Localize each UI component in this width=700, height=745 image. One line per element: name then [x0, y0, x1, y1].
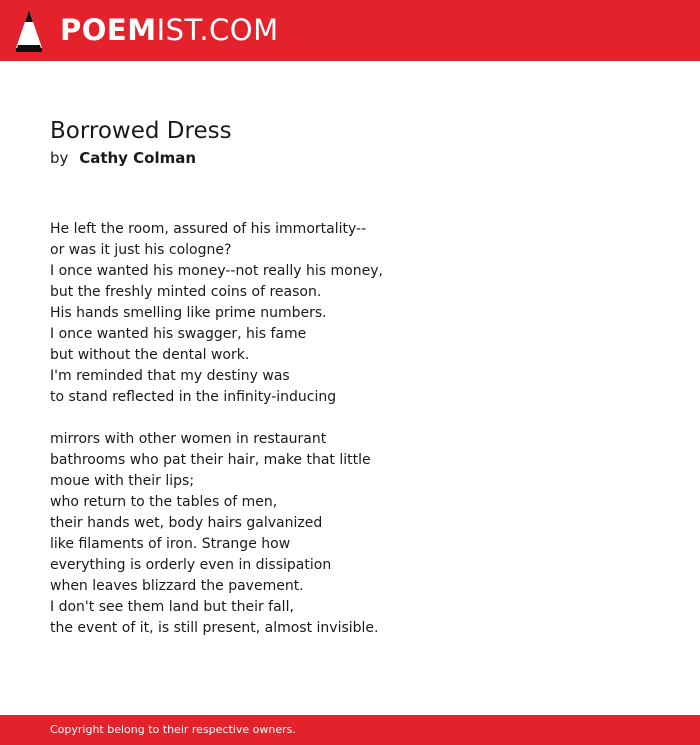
poem-body	[50, 219, 650, 660]
byline	[50, 148, 650, 168]
author-link[interactable]: Cathy Colman	[79, 149, 197, 167]
poem-line: I don't see them land but their fall,	[50, 599, 294, 615]
poem-line: His hands smelling like prime numbers.	[50, 305, 327, 321]
poem-line: or was it just his cologne?	[50, 242, 232, 258]
poem-line: who return to the tables of men,	[50, 494, 278, 510]
poem-line: the event of it, is still present, almost invisible.	[50, 620, 379, 636]
pencil-tip-icon	[14, 9, 44, 53]
poem-header	[50, 116, 650, 168]
poem-line: when leaves blizzard the pavement.	[50, 578, 304, 594]
site-footer	[0, 715, 700, 745]
stanza	[50, 429, 650, 639]
poem-line: everything is orderly even in dissipation	[50, 557, 332, 573]
poem-line: I once wanted his money--not really his money,	[50, 263, 383, 279]
stanza	[50, 219, 650, 408]
logo-text-light: IST.COM	[156, 13, 279, 47]
poem-line: I'm reminded that my destiny was	[50, 368, 290, 384]
poem-line: like filaments of iron. Strange how	[50, 536, 291, 552]
poem-line: but the freshly minted coins of reason.	[50, 284, 322, 300]
site-logo-link[interactable]	[14, 8, 279, 53]
poem-line: bathrooms who pat their hair, make that little	[50, 452, 371, 468]
poem-line: He left the room, assured of his immortality--	[50, 221, 367, 237]
poem-line: I once wanted his swagger, his fame	[50, 326, 307, 342]
byline-label: by	[50, 149, 69, 167]
logo-text-strong: POEM	[60, 13, 157, 47]
site-header	[0, 0, 700, 61]
poem-title: Borrowed Dress	[50, 118, 232, 144]
poem-line: their hands wet, body hairs galvanized	[50, 515, 323, 531]
copyright-notice: Copyright belong to their respective owners.	[50, 723, 296, 736]
poem-line: mirrors with other women in restaurant	[50, 431, 327, 447]
site-logo-text	[60, 13, 279, 47]
poem-line: moue with their lips;	[50, 473, 195, 489]
poem-line: but without the dental work.	[50, 347, 250, 363]
poem-line: to stand reflected in the infinity-inducing	[50, 389, 337, 405]
